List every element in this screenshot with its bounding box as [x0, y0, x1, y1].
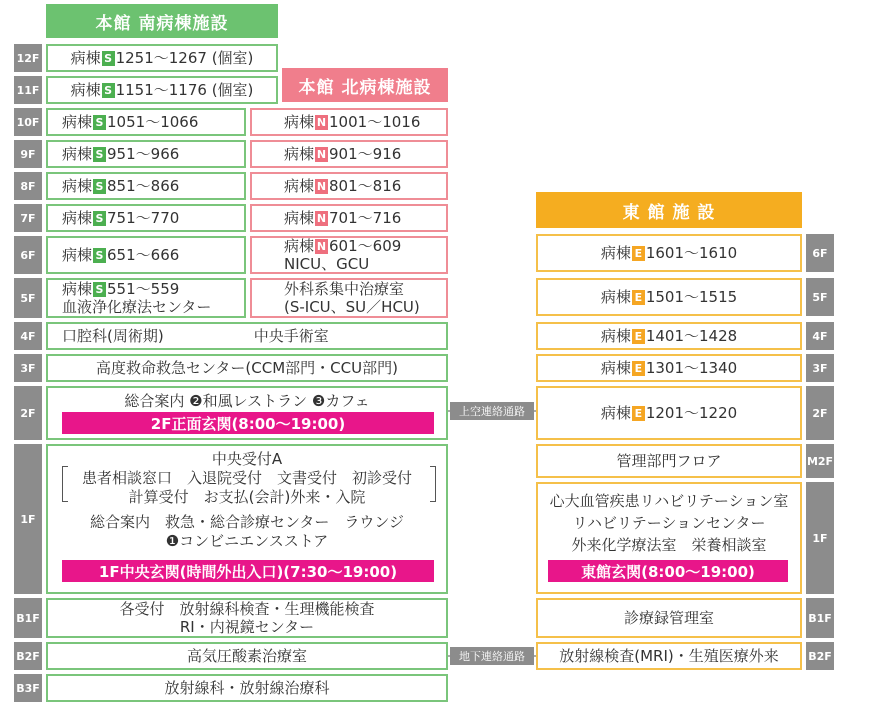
east-b2f: 放射線検査(MRI)・生殖医療外来 [536, 642, 802, 670]
east-badge-icon: E [632, 406, 645, 421]
north-badge-icon: N [316, 211, 327, 225]
east-building-header: 東 館 施 設 [536, 192, 802, 228]
main-2f-entrance: 2F正面玄関(8:00〜19:00) [62, 412, 434, 434]
south-badge-icon: S [93, 211, 106, 226]
south-badge-icon: S [93, 147, 106, 162]
blood-purification-center: 血液浄化療法センター [62, 298, 212, 316]
east-1f-entrance: 東館玄関(8:00〜19:00) [548, 560, 788, 582]
south-badge-icon: S [102, 83, 115, 98]
east-b1f: 診療録管理室 [536, 598, 802, 638]
south-badge-icon: S [93, 115, 106, 130]
sicu-su-hcu: (S-ICU、SU／HCU) [284, 298, 420, 316]
floor-label-11f: 11F [14, 76, 42, 104]
main-b3f: 放射線科・放射線治療科 [46, 674, 448, 702]
main-b1f [46, 598, 448, 638]
south-ward-9f: 病棟 S 951〜966 [46, 140, 246, 168]
central-reception-a: 中央受付A [211, 450, 283, 468]
general-info-emergency: 総合案内 救急・総合診療センター ラウンジ [89, 513, 405, 531]
east-floor-label-1f: 1F [806, 482, 834, 594]
chemo-nutrition: 外来化学療法室 栄養相談室 [571, 536, 767, 554]
floor-label-b1f: B1F [14, 598, 42, 638]
north-badge-icon: N [316, 240, 327, 253]
surgical-icu: 外科系集中治療室 [284, 280, 405, 298]
main-b2f: 高気圧酸素治療室 [46, 642, 448, 670]
bracket-left [62, 466, 68, 502]
floor-label-6f: 6F [14, 236, 42, 274]
east-floor-label-4f: 4F [806, 322, 834, 350]
floor-label-8f: 8F [14, 172, 42, 200]
convenience-store: ❶コンビニエンスストア [165, 532, 329, 550]
east-ward-6f: 病棟 E 1601〜1610 [536, 234, 802, 272]
main-1f-entrance: 1F中央玄関(時間外出入口)(7:30〜19:00) [62, 560, 434, 582]
east-ward-4f: 病棟 E 1401〜1428 [536, 322, 802, 350]
north-ward-7f: 病棟 N 701〜716 [250, 204, 448, 232]
north-ward-10f: 病棟 N 1001〜1016 [250, 108, 448, 136]
east-floor-label-6f: 6F [806, 234, 834, 272]
payment-counters: 計算受付 お支払(会計)外来・入院 [128, 488, 366, 506]
east-floor-label-b2f: B2F [806, 642, 834, 670]
south-ward-7f: 病棟 S 751〜770 [46, 204, 246, 232]
south-ward-5f: 病棟 S 551〜559 血液浄化療法センター [46, 278, 246, 318]
upper-corridor-label: 上空連絡通路 [450, 402, 534, 420]
b1f-line2: RI・内視鏡センター [179, 618, 315, 636]
lower-corridor-label: 地下連絡通路 [450, 647, 534, 665]
east-floor-label-5f: 5F [806, 278, 834, 316]
floor-label-4f: 4F [14, 322, 42, 350]
floor-label-9f: 9F [14, 140, 42, 168]
east-ward-2f: 病棟 E 1201〜1220 [536, 386, 802, 440]
south-ward-10f: 病棟 S 1051〜1066 [46, 108, 246, 136]
south-ward-12f: 病棟 S 1251〜1267 (個室) [46, 44, 278, 72]
bracket-right [430, 466, 436, 502]
south-ward-8f: 病棟 S 851〜866 [46, 172, 246, 200]
north-ward-6f: 病棟 N 601〜609 NICU、GCU [250, 236, 448, 274]
north-badge-icon: N [316, 115, 327, 129]
east-badge-icon: E [632, 329, 645, 344]
east-m2f: 管理部門フロア [536, 444, 802, 478]
reception-counters: 患者相談窓口 入退院受付 文書受付 初診受付 [81, 469, 412, 487]
north-ward-header: 本館 北病棟施設 [282, 68, 448, 102]
north-ward-5f [250, 278, 448, 318]
floor-label-2f: 2F [14, 386, 42, 440]
north-badge-icon: N [316, 147, 327, 161]
east-badge-icon: E [632, 290, 645, 305]
main-2f-facilities: 総合案内 ❷和風レストラン ❸カフェ [124, 392, 370, 410]
south-badge-icon: S [93, 179, 106, 194]
main-4f [46, 322, 448, 350]
rehab-center: リハビリテーションセンター [572, 514, 766, 532]
east-floor-label-b1f: B1F [806, 598, 834, 638]
cardiac-rehab-room: 心大血管疾患リハビリテーション室 [549, 492, 789, 510]
south-badge-icon: S [102, 51, 115, 66]
east-floor-label-3f: 3F [806, 354, 834, 382]
main-3f: 高度救命救急センター(CCM部門・CCU部門) [46, 354, 448, 382]
central-operating-room: 中央手術室 [253, 327, 329, 345]
east-floor-label-m2f: M2F [806, 444, 834, 478]
oral-surgery: 口腔科(周術期) [62, 327, 164, 345]
north-badge-icon: N [316, 179, 327, 193]
floor-label-b3f: B3F [14, 674, 42, 702]
nicu-gcu: NICU、GCU [284, 255, 370, 273]
south-badge-icon: S [93, 282, 106, 297]
south-ward-11f: 病棟 S 1151〜1176 (個室) [46, 76, 278, 104]
south-ward-6f: 病棟 S 651〜666 [46, 236, 246, 274]
east-badge-icon: E [632, 246, 645, 261]
east-floor-label-2f: 2F [806, 386, 834, 440]
floor-label-b2f: B2F [14, 642, 42, 670]
east-badge-icon: E [632, 361, 645, 376]
floor-label-12f: 12F [14, 44, 42, 72]
floor-label-1f: 1F [14, 444, 42, 594]
floor-label-7f: 7F [14, 204, 42, 232]
north-ward-8f: 病棟 N 801〜816 [250, 172, 448, 200]
east-ward-5f: 病棟 E 1501〜1515 [536, 278, 802, 316]
south-ward-header: 本館 南病棟施設 [46, 4, 278, 38]
b1f-line1: 各受付 放射線科検査・生理機能検査 [119, 600, 375, 618]
floor-label-3f: 3F [14, 354, 42, 382]
south-badge-icon: S [93, 248, 106, 263]
floor-label-10f: 10F [14, 108, 42, 136]
east-ward-3f: 病棟 E 1301〜1340 [536, 354, 802, 382]
floor-label-5f: 5F [14, 278, 42, 318]
north-ward-9f: 病棟 N 901〜916 [250, 140, 448, 168]
